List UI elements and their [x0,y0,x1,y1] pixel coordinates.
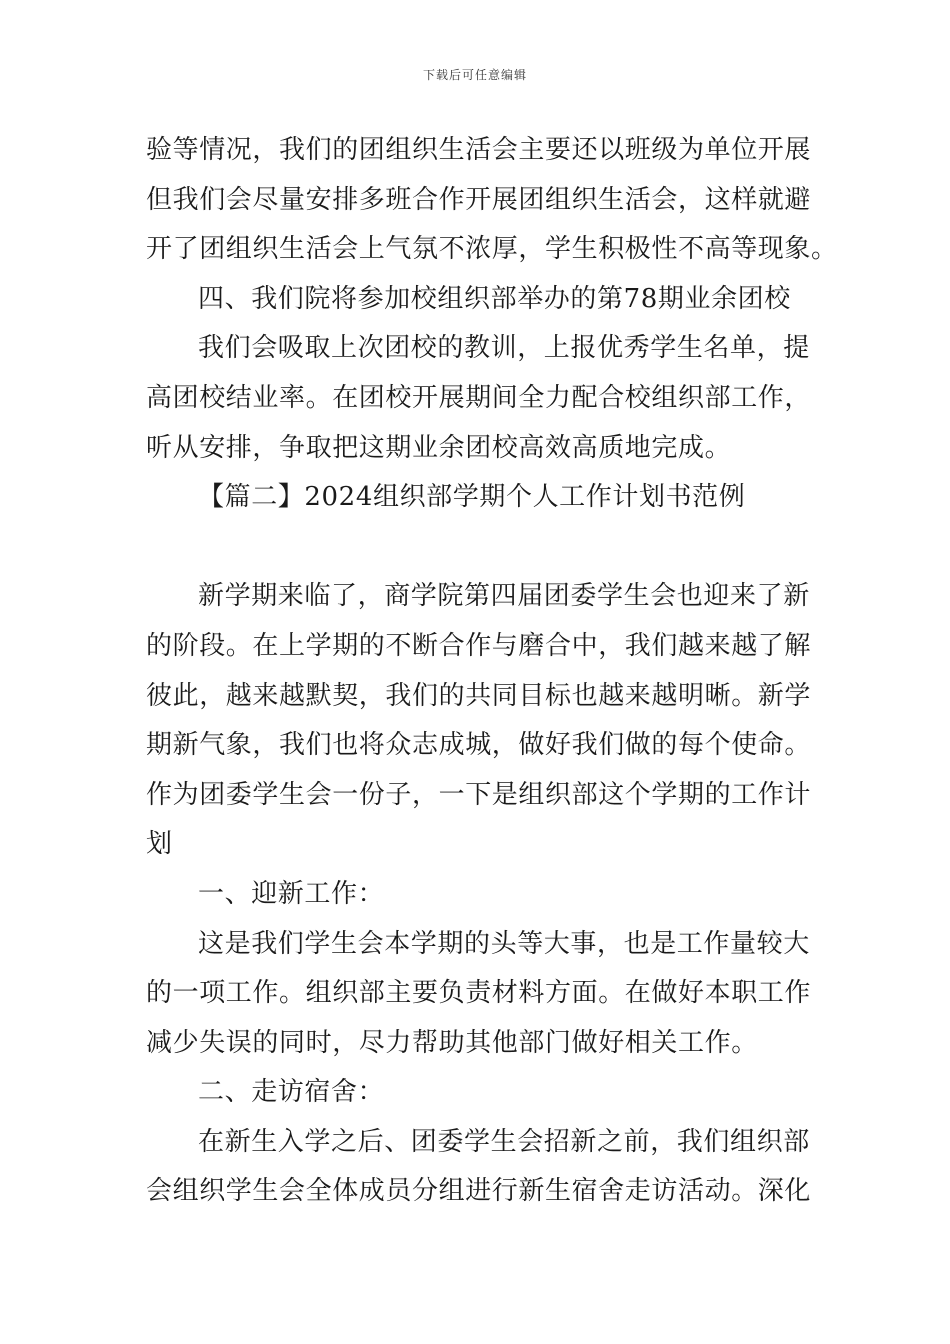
paragraph-line: 这是我们学生会本学期的头等大事，也是工作量较大 [198,928,810,959]
paragraph-line: 减少失误的同时，尽力帮助其他部门做好相关工作。 [146,1027,758,1058]
paragraph-line: 在新生入学之后、团委学生会招新之前，我们组织部 [198,1126,810,1157]
paragraph-line: 的一项工作。组织部主要负责材料方面。在做好本职工作 [146,978,812,1009]
page-header-note: 下载后可任意编辑 [422,68,527,82]
paragraph-line: 期新气象，我们也将众志成城，做好我们做的每个使命。 [146,730,812,761]
article-title: 【篇二】2024组织部学期个人工作计划书范例 [198,482,746,513]
section-heading: 二、走访宿舍： [198,1077,385,1108]
paragraph-line: 验等情况，我们的团组织生活会主要还以班级为单位开展 [146,135,812,165]
paragraph-line: 听从安排，争取把这期业余团校高效高质地完成。 [146,432,732,463]
paragraph-line: 开了团组织生活会上气氛不浓厚，学生积极性不高等现象。 [146,234,838,265]
paragraph-line: 会组织学生会全体成员分组进行新生宿舍走访活动。深化 [146,1176,812,1207]
section-heading: 一、迎新工作： [198,878,385,909]
paragraph-line: 彼此，越来越默契，我们的共同目标也越来越明晰。新学 [146,680,812,711]
paragraph-line: 的阶段。在上学期的不断合作与磨合中，我们越来越了解 [146,630,812,661]
blank-line [146,523,808,573]
paragraph-line: 高团校结业率。在团校开展期间全力配合校组织部工作， [146,382,812,413]
paragraph-line: 我们会吸取上次团校的教训，上报优秀学生名单，提 [198,333,810,364]
document-body [146,126,838,1217]
paragraph-line: 作为团委学生会一份子，一下是组织部这个学期的工作计 [146,779,812,810]
paragraph-line: 划 [146,829,173,860]
section-heading: 四、我们院将参加校组织部举办的第78期业余团校 [198,283,791,314]
paragraph-line: 新学期来临了，商学院第四届团委学生会也迎来了新 [198,581,810,612]
paragraph-line: 但我们会尽量安排多班合作开展团组织生活会，这样就避 [146,184,812,215]
